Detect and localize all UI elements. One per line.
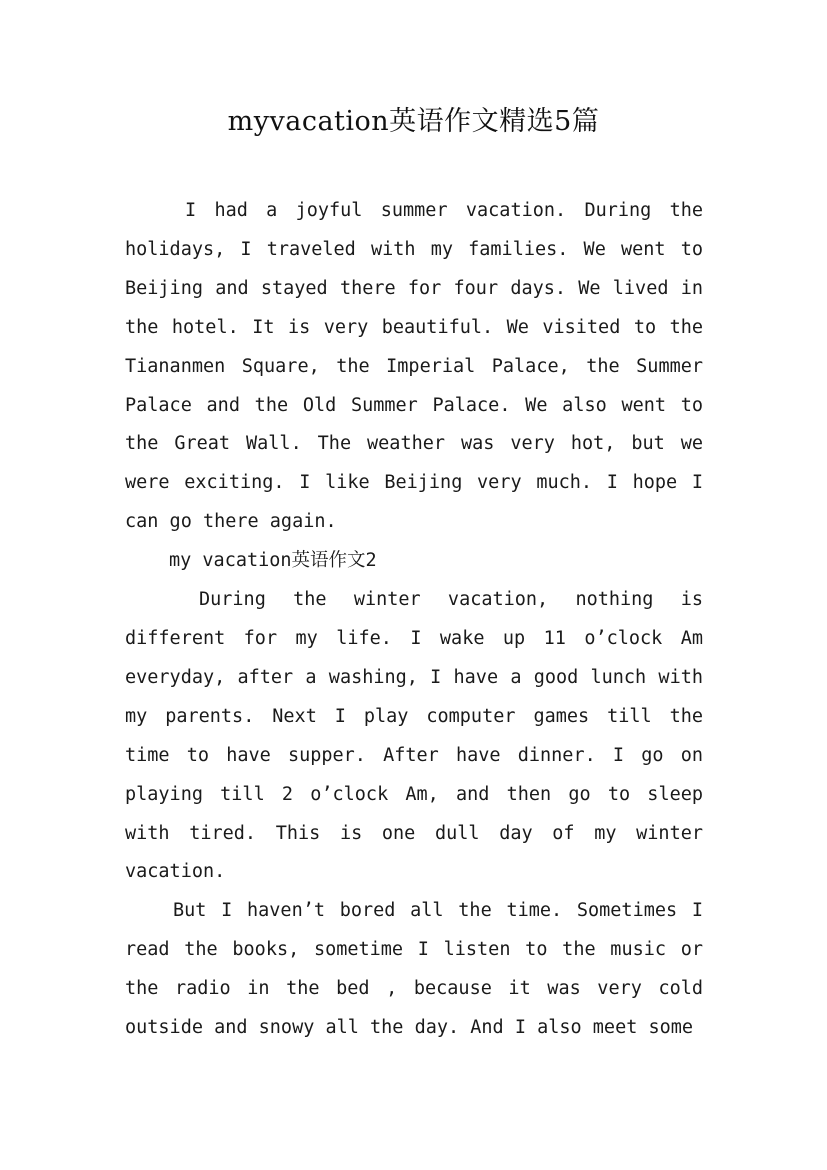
document-title: myvacation英语作文精选5篇 [227,106,600,137]
paragraph-summer-vacation: I had a joyful summer vacation. During the holidays, I traveled with my families. We went to Beijing and stayed there for four days. We lived in the hotel. It is very beautiful. We visited to the Tiananmen Square, the Imperial Palace, the Summer Palace and the Old Summer Palace. We also went to the Great Wall. The weather was very hot, but we were exciting. I like Beijing very much. I hope I can go there again. [125,200,703,533]
paragraph-not-bored: But I haven’t bored all the time. Sometimes I read the books, sometime I listen to the music or the radio in the bed , because it was very cold outside and snowy all the day. And I also meet some [125,900,703,1039]
paragraph-winter-vacation: During the winter vacation, nothing is different for my life. I wake up 11 o’clock Am everyday, after a washing, I have a good lunch with my parents. Next I play computer games till the time to have supper. After have dinner. I go on playing till 2 o’clock Am, and then go to sleep with tired. This is one dull day of my winter vacation. [125,589,703,883]
section-heading-essay-2: my vacation英语作文2 [169,550,377,572]
document-body [125,192,703,1048]
